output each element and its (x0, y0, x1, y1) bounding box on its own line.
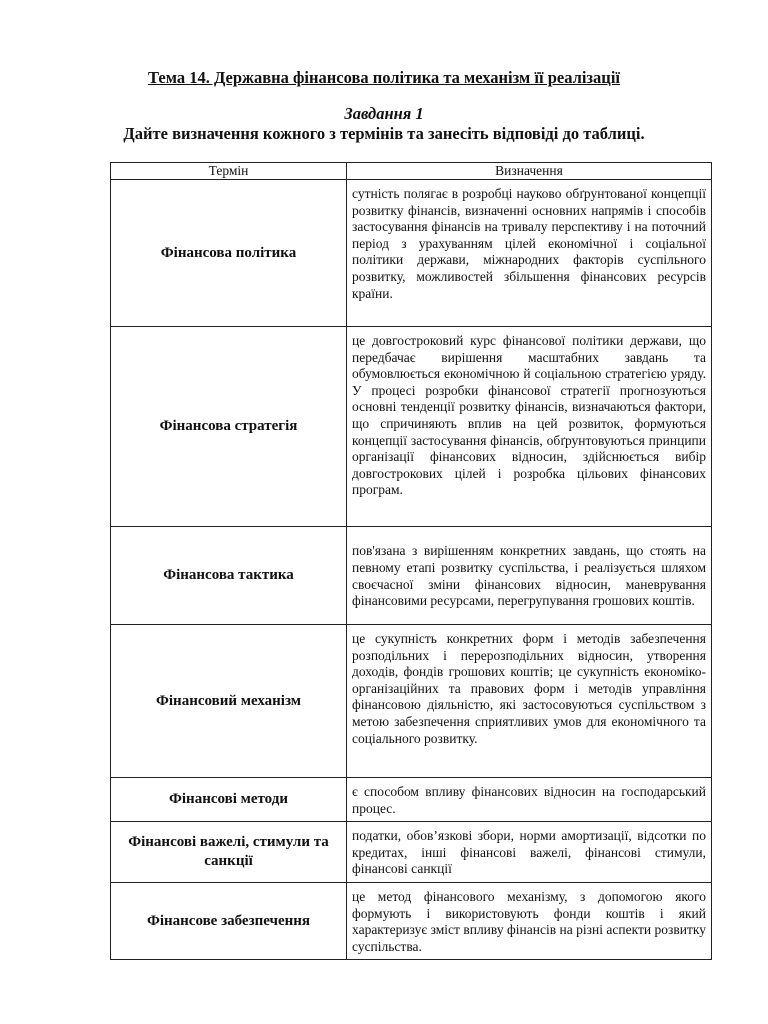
terms-table (110, 162, 712, 960)
definition-cell: податки, обов’язкові збори, норми амортизації, відсотки по кредитах, інші фінансові важелі, фінансові стимули, фінансові санкції (347, 822, 712, 883)
table-header-row (111, 163, 712, 180)
table-row (111, 180, 712, 327)
table-row (111, 822, 712, 883)
term-cell: Фінансова політика (111, 180, 347, 327)
term-cell: Фінансове забезпечення (111, 882, 347, 959)
table-row (111, 882, 712, 959)
term-cell: Фінансові методи (111, 778, 347, 822)
definition-cell: є способом впливу фінансових відносин на господарський процес. (347, 778, 712, 822)
definition-cell: це метод фінансового механізму, з допомогою якого формують і використовують фонди коштів і який характеризує зміст впливу фінансів на різні аспекти розвитку суспільства. (347, 882, 712, 959)
table-row (111, 527, 712, 625)
term-cell: Фінансові важелі, стимули та санкції (111, 822, 347, 883)
page-title: Тема 14. Державна фінансова політика та механізм її реалізації (148, 68, 620, 87)
term-cell: Фінансова стратегія (111, 327, 347, 527)
term-cell: Фінансова тактика (111, 527, 347, 625)
definition-cell: сутність полягає в розробці науково обґрунтованої концепції розвитку фінансів, визначенні основних напрямів і способів застосування фінансів на тривалу перспективу і на поточний період з урахуванням цілей економічної і соціальної політики держави, міжнародних факторів суспільного розвитку, можливостей збільшення фінансових ресурсів країни. (347, 180, 712, 327)
table-row (111, 778, 712, 822)
column-header-term: Термін (111, 163, 347, 180)
definition-cell: це довгостроковий курс фінансової політики держави, що передбачає вирішення масштабних завдань та обумовлюється економічною й соціальною стратегією уряду. У процесі розробки фінансової стратегії прогнозуються основні тенденції розвитку фінансів, визначаються фактори, що спричиняють вплив на цей розвиток, формуються концепції застосування фінансів, обґрунтовуються принципи організації фінансових відносин, здійснюється вибір довгострокових цілей і розробка цільових фінансових програм. (347, 327, 712, 527)
task-title: Завдання 1 (344, 104, 424, 123)
definition-cell: це сукупність конкретних форм і методів забезпечення розподільних і перерозподільних відносин, утворення доходів, фондів грошових коштів; це сукупність економіко-організаційних та правових форм і методів управління фінансовою діяльністю, які застосовуються суспільством з метою забезпечення сприятливих умов для економічного та соціального розвитку. (347, 625, 712, 778)
column-header-definition: Визначення (347, 163, 712, 180)
definition-cell: пов'язана з вирішенням конкретних завдань, що стоять на певному етапі розвитку суспільства, і реалізується шляхом своєчасної зміни фінансових відносин, маневрування фінансовими ресурсами, перегрупування грошових коштів. (347, 527, 712, 625)
table-row (111, 327, 712, 527)
term-cell: Фінансовий механізм (111, 625, 347, 778)
instruction-text: Дайте визначення кожного з термінів та занесіть відповіді до таблиці. (123, 124, 645, 143)
table-row (111, 625, 712, 778)
